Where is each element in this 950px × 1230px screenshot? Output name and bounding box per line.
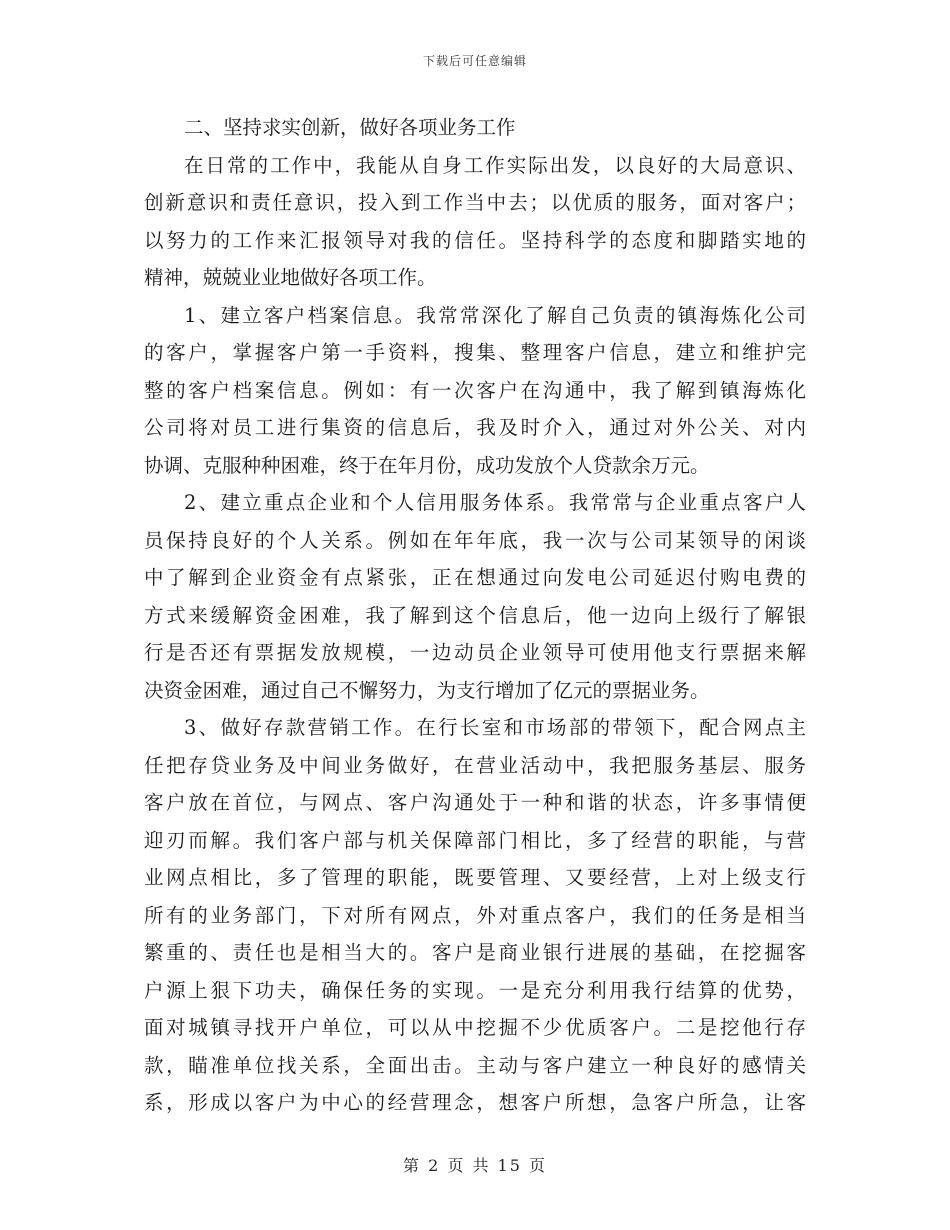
paragraph-line: 协调、克服种种困难，终于在年月份，成功发放个人贷款余万元。 — [144, 453, 710, 477]
paragraph-line: 公司将对员工进行集资的信息后，我及时介入，通过对外公关、对内 — [144, 416, 806, 439]
section-heading: 二、坚持求实创新，做好各项业务工作 — [184, 116, 516, 139]
paragraph-line: 的客户，掌握客户第一手资料，搜集、整理客户信息，建立和维护完 — [144, 341, 806, 364]
paragraph-line: 精神，兢兢业业地做好各项工作。 — [144, 266, 437, 289]
paragraph-line: 中了解到企业资金有点紧张，正在想通过向发电公司延迟付购电费的 — [144, 566, 806, 589]
paragraph-line: 以努力的工作来汇报领导对我的信任。坚持科学的态度和脚踏实地的 — [144, 228, 806, 252]
paragraph-line: 款，瞄准单位找关系，全面出击。主动与客户建立一种良好的感情关 — [144, 1053, 806, 1077]
paragraph-line: 系，形成以客户为中心的经营理念，想客户所想，急客户所急，让客 — [144, 1091, 806, 1114]
page-header: 下载后可任意编辑 — [422, 54, 527, 68]
paragraph-line: 员保持良好的个人关系。例如在年年底，我一次与公司某领导的闲谈 — [144, 528, 806, 552]
paragraph-line: 所有的业务部门，下对所有网点，外对重点客户，我们的任务是相当 — [144, 903, 806, 927]
paragraph-line: 户源上狠下功夫，确保任务的实现。一是充分利用我行结算的优势， — [144, 978, 806, 1002]
paragraph-line: 迎刃而解。我们客户部与机关保障部门相比，多了经营的职能，与营 — [144, 828, 806, 852]
paragraph-line: 整的客户档案信息。例如：有一次客户在沟通中，我了解到镇海炼化 — [144, 378, 806, 402]
paragraph-line: 繁重的、责任也是相当大的。客户是商业银行进展的基础，在挖掘客 — [144, 941, 806, 964]
paragraph-line: 业网点相比，多了管理的职能，既要管理、又要经营，上对上级支行 — [144, 866, 806, 889]
paragraph-line: 方式来缓解资金困难，我了解到这个信息后，他一边向上级行了解银 — [144, 603, 806, 627]
page-footer: 第 2 页 共 15 页 — [403, 1156, 547, 1175]
paragraph-line: 行是否还有票据发放规模，一边动员企业领导可使用他支行票据来解 — [144, 641, 806, 664]
paragraph-line: 创新意识和责任意识，投入到工作当中去；以优质的服务，面对客户； — [144, 191, 806, 214]
paragraph-line: 任把存贷业务及中间业务做好，在营业活动中，我把服务基层、服务 — [144, 753, 806, 777]
document-body — [144, 109, 806, 1122]
paragraph-line: 面对城镇寻找开户单位，可以从中挖掘不少优质客户。二是挖他行存 — [144, 1016, 806, 1039]
paragraph-line: 客户放在首位，与网点、客户沟通处于一种和谐的状态，许多事情便 — [144, 791, 806, 814]
paragraph-line: 3、做好存款营销工作。在行长室和市场部的带领下，配合网点主 — [184, 716, 806, 739]
paragraph-line: 在日常的工作中，我能从自身工作实际出发，以良好的大局意识、 — [184, 153, 806, 177]
paragraph-line: 2、建立重点企业和个人信用服务体系。我常常与企业重点客户人 — [184, 491, 806, 514]
paragraph-line: 1、建立客户档案信息。我常常深化了解自己负责的镇海炼化公司 — [184, 303, 806, 327]
paragraph-line: 决资金困难，通过自己不懈努力，为支行增加了亿元的票据业务。 — [144, 678, 710, 702]
